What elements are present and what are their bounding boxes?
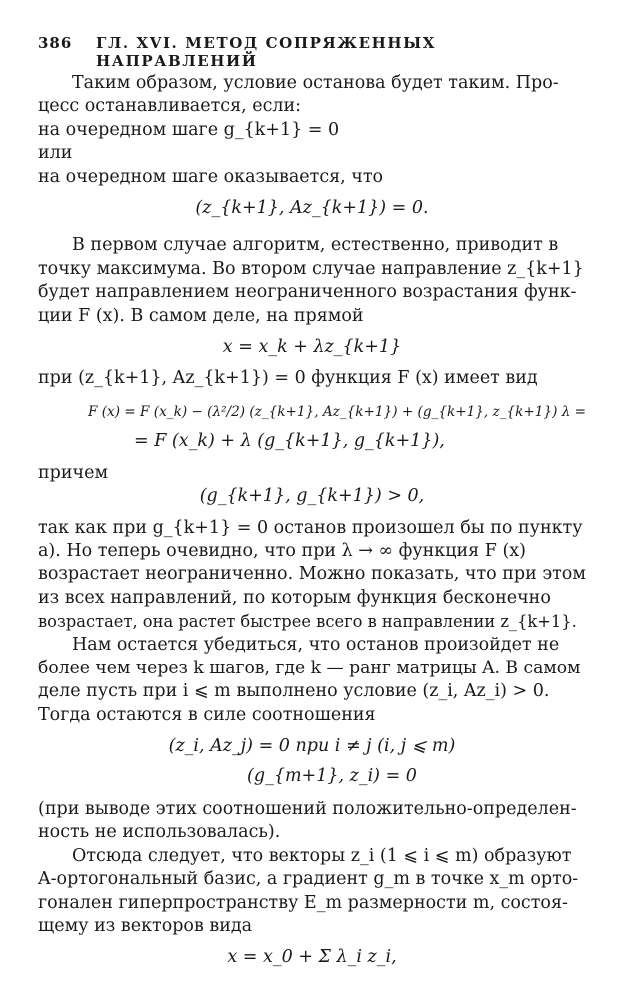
- text-line: В первом случае алгоритм, естественно, приводит в: [72, 235, 559, 256]
- text-line: или: [38, 143, 73, 164]
- text-line: цесс останавливается, если:: [38, 96, 302, 117]
- text-line: так как при g_{k+1} = 0 останов произошел бы по пункту: [38, 517, 583, 538]
- text-line: при (z_{k+1}, Az_{k+1}) = 0 функция F (x) имеет вид: [38, 368, 538, 389]
- text-line: Отсюда следует, что векторы z_i (1 ⩽ i ⩽ m) образуют: [72, 845, 572, 866]
- equation: F (x) = F (x_k) − (λ²/2) (z_{k+1}, Az_{k+1}) + (g_{k+1}, z_{k+1}) λ =: [88, 403, 587, 420]
- text-line: ность не использовалась).: [38, 822, 281, 843]
- text-line: возрастает неограниченно. Можно показать, что при этом: [38, 564, 586, 585]
- text-line: возрастает, она растет быстрее всего в направлении z_{k+1}.: [38, 612, 577, 632]
- running-title: ГЛ. XVI. МЕТОД СОПРЯЖЕННЫХ НАПРАВЛЕНИЙ: [96, 34, 437, 70]
- equation: x = x_0 + Σ λ_i z_i,: [227, 947, 397, 968]
- text-line: Нам остается убедиться, что останов произойдет не: [72, 634, 560, 655]
- text-line: причем: [38, 462, 109, 483]
- text-line: а). Но теперь очевидно, что при λ → ∞ функция F (x): [38, 540, 526, 561]
- text-line: на очередном шаге g_{k+1} = 0: [38, 119, 340, 140]
- text-line: Тогда остаются в силе соотношения: [38, 704, 376, 725]
- equation: (g_{k+1}, g_{k+1}) > 0,: [199, 486, 425, 507]
- text-line: более чем через k шагов, где k — ранг матрицы A. В самом: [38, 657, 581, 678]
- page-number: 386: [38, 34, 73, 52]
- equation: (z_i, Az_j) = 0 при i ≠ j (i, j ⩽ m): [168, 736, 456, 757]
- text-line: точку максимума. Во втором случае направление z_{k+1}: [38, 258, 584, 279]
- text-line: щему из векторов вида: [38, 916, 253, 936]
- text-line: (при выводе этих соотношений положительно-определен-: [38, 798, 577, 819]
- text-line: ции F (x). В самом деле, на прямой: [38, 305, 364, 326]
- text-line: A-ортогональный базис, а градиент g_m в точке x_m орто-: [38, 869, 579, 890]
- text-line: из всех направлений, по которым функция бесконечно: [38, 587, 551, 608]
- text-line: Таким образом, условие останова будет таким. Про-: [72, 73, 559, 93]
- text-line: будет направлением неограниченного возрастания функ-: [38, 282, 577, 303]
- equation: (g_{m+1}, z_i) = 0: [247, 765, 417, 786]
- equation: (z_{k+1}, Az_{k+1}) = 0.: [195, 198, 429, 219]
- text-line: гонален гиперпространству E_m размерности m, состоя-: [38, 892, 568, 913]
- text-line: на очередном шаге оказывается, что: [38, 166, 384, 187]
- page-body: [38, 72, 586, 970]
- equation: x = x_k + λz_{k+1}: [222, 337, 402, 358]
- equation: = F (x_k) + λ (g_{k+1}, g_{k+1}),: [134, 431, 445, 452]
- text-line: деле пусть при i ⩽ m выполнено условие (z_i, Az_i) > 0.: [38, 681, 550, 702]
